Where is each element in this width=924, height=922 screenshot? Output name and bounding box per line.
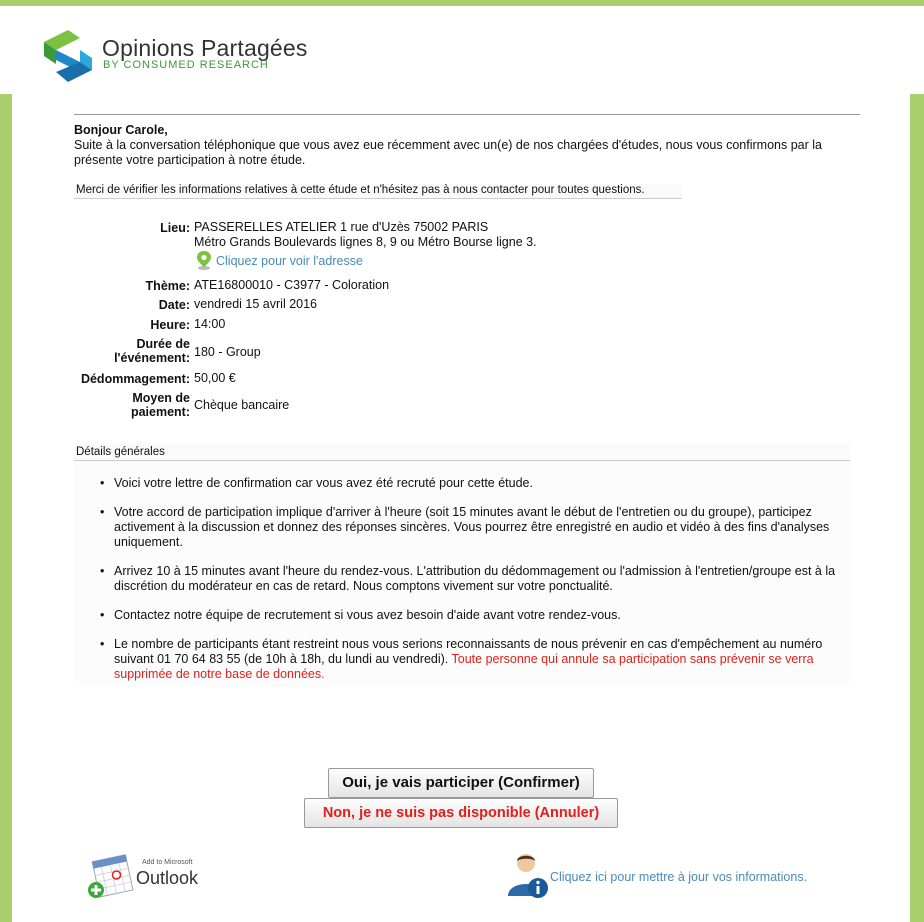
logo[interactable] [42,28,308,88]
list-item: • Votre accord de participation implique d'arriver à l'heure (soit 15 minutes avant le début de l'entretien ou du groupe), participez activement à la discussion et donnez des réponses sincères. Vous pourrez être enregistré en audio et vidéo à des fins d'analyses uniquement. [114,505,849,550]
list-item-text: Le nombre de participants étant restreint nous vous serions reconnaissants de nous prévenir en cas d'empêchement au numéro suivant 01 70 64 83 55 (de 10h à 18h, du lundi au vendredi). [114,637,823,666]
confirm-button[interactable]: Oui, je vais participer (Confirmer) [328,768,594,798]
map-link-text[interactable]: Cliquez pour voir l'adresse [216,254,363,268]
paiement-value: Chèque bancaire [194,398,290,412]
lieu-label: Lieu: [160,221,190,235]
paiement-label-line2: paiement: [130,405,190,419]
user-info-icon [504,850,550,900]
dedommagement-value: 50,00 € [194,371,236,385]
intro-text: Suite à la conversation téléphonique que vous avez eue récemment avec un(e) de nos chargées d'études, nous vous confirmons par la présente votre participation à notre étude. [74,138,822,167]
list-item: • Contactez notre équipe de recrutement si vous avez besoin d'aide avant votre rendez-vous. [114,608,849,623]
map-pin-icon [196,250,212,270]
logo-name: Opinions Partagées [102,35,308,61]
theme-value: ATE16800010 - C3977 - Coloration [194,278,390,292]
date-label: Date: [158,298,190,312]
calendar-icon [84,852,140,902]
heure-value: 14:00 [194,317,226,331]
logo-tagline: BY CONSUMED RESEARCH [103,59,269,71]
duree-label [74,337,190,365]
cancel-button[interactable]: Non, je ne suis pas disponible (Annuler) [304,798,618,828]
list-item [114,637,849,682]
details-list [114,476,849,696]
duree-value: 180 - Group [194,345,261,359]
theme-label: Thème: [145,279,190,293]
cancellation-warning: Toute personne qui annule sa participation sans prévenir se verra supprimée de notre base de données. [114,652,814,681]
update-info-link[interactable] [504,850,864,906]
update-info-text[interactable]: Cliquez ici pour mettre à jour vos informations. [550,870,808,884]
outlook-label: Outlook [136,868,199,888]
lieu-line1: PASSERELLES ATELIER 1 rue d'Uzès 75002 PARIS [194,220,489,234]
duree-label-line1: Durée de [136,337,190,351]
lieu-line2: Métro Grands Boulevards lignes 8, 9 ou Métro Bourse ligne 3. [194,235,537,249]
outlook-small-label: Add to Microsoft [142,859,193,866]
greeting: Bonjour Carole, [74,123,168,137]
letter-content [12,94,910,922]
date-value: vendredi 15 avril 2016 [194,297,317,311]
add-to-outlook-button[interactable] [84,852,220,906]
verify-note: Merci de vérifier les informations relatives à cette étude et n'hésitez pas à nous contacter pour toutes questions. [74,184,682,199]
details-heading: Détails générales [74,444,850,461]
list-item: • Arrivez 10 à 15 minutes avant l'heure du rendez-vous. L'attribution du dédommagement ou l'admission à l'entretien/groupe est à la discrétion du modérateur en cas de retard. Nous comptons vivement sur votre ponctualité. [114,564,849,594]
map-link[interactable] [196,250,363,270]
top-divider [74,114,860,115]
header [0,6,924,94]
dedommagement-label: Dédommagement: [80,372,190,386]
duree-label-line2: l'événement: [114,351,190,365]
heure-label: Heure: [150,318,190,332]
paiement-label [74,391,190,419]
logo-mark-icon [42,28,94,84]
paiement-label-line1: Moyen de [132,391,190,405]
list-item: • Voici votre lettre de confirmation car vous avez été recruté pour cette étude. [114,476,849,491]
